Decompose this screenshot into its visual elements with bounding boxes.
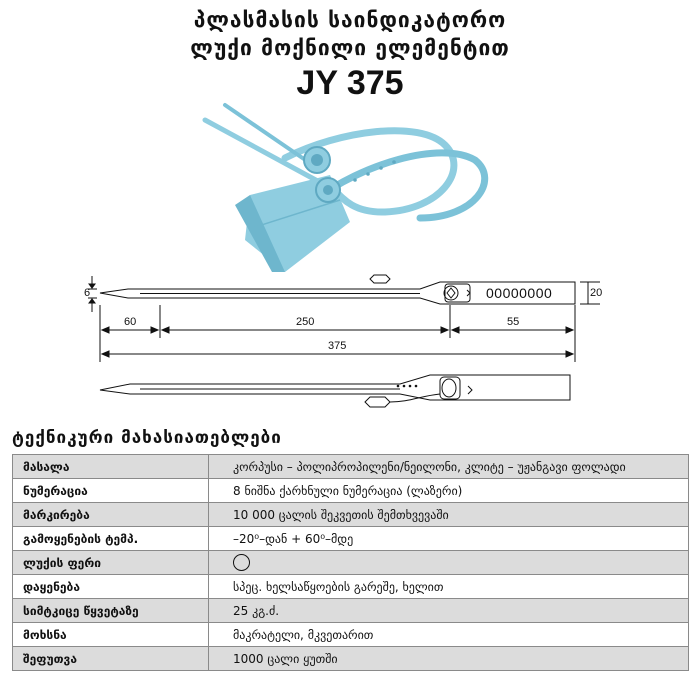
table-row xyxy=(13,527,689,551)
model-number: JY 375 xyxy=(296,64,404,102)
spec-label: ლუქის ფერი xyxy=(13,551,209,575)
spec-value: 8 ნიშნა ქარხნული ნუმერაცია (ლაზერი) xyxy=(209,479,689,503)
spec-value: კორპუსი – პოლიპროპილენი/ნეილონი, კლიტე – უჟანგავი ფოლადი xyxy=(209,455,689,479)
table-row xyxy=(13,479,689,503)
spec-label: მასალა xyxy=(13,455,209,479)
table-row xyxy=(13,575,689,599)
title-line-2: ლუქი მოქნილი ელემენტით xyxy=(190,36,510,60)
spec-value: –20⁰–დან + 60⁰–მდე xyxy=(209,527,689,551)
spec-table xyxy=(12,454,689,671)
technical-drawings xyxy=(0,260,700,430)
spec-value: 1000 ცალი ყუთში xyxy=(209,647,689,671)
serial-number-sample: 00000000 xyxy=(486,285,553,301)
spec-label: სიმტკიცე წყვეტაზე xyxy=(13,599,209,623)
spec-value xyxy=(209,551,689,575)
spec-heading: ტექნიკური მახასიათებლები xyxy=(12,428,282,448)
spec-label: ნუმერაცია xyxy=(13,479,209,503)
dim-head-length: 55 xyxy=(507,316,520,328)
spec-label: შეფუთვა xyxy=(13,647,209,671)
table-row xyxy=(13,551,689,575)
spec-value: მაკრატელი, მკვეთარით xyxy=(209,623,689,647)
table-row xyxy=(13,599,689,623)
dim-thickness: 6 xyxy=(84,287,91,299)
table-row xyxy=(13,647,689,671)
dim-strap-length: 250 xyxy=(296,316,315,328)
spec-label: მოხსნა xyxy=(13,623,209,647)
spec-value: 10 000 ცალის შეკვეთის შემთხვევაში xyxy=(209,503,689,527)
dim-tail-length: 60 xyxy=(124,316,137,328)
dim-total-length: 375 xyxy=(328,340,347,352)
title-line-1: პლასმასის საინდიკატორო xyxy=(193,8,507,32)
table-row xyxy=(13,503,689,527)
side-view-drawing xyxy=(100,375,570,407)
table-row xyxy=(13,623,689,647)
seal-color-swatch-icon xyxy=(233,554,250,571)
spec-label: მარკირება xyxy=(13,503,209,527)
spec-label: დაყენება xyxy=(13,575,209,599)
spec-value: 25 კგ.ძ. xyxy=(209,599,689,623)
dim-height: 20 xyxy=(590,287,603,299)
spec-value: სპეც. ხელსაწყოების გარეშე, ხელით xyxy=(209,575,689,599)
seal-product-photo xyxy=(190,100,520,275)
spec-label: გამოყენების ტემპ. xyxy=(13,527,209,551)
table-row xyxy=(13,455,689,479)
